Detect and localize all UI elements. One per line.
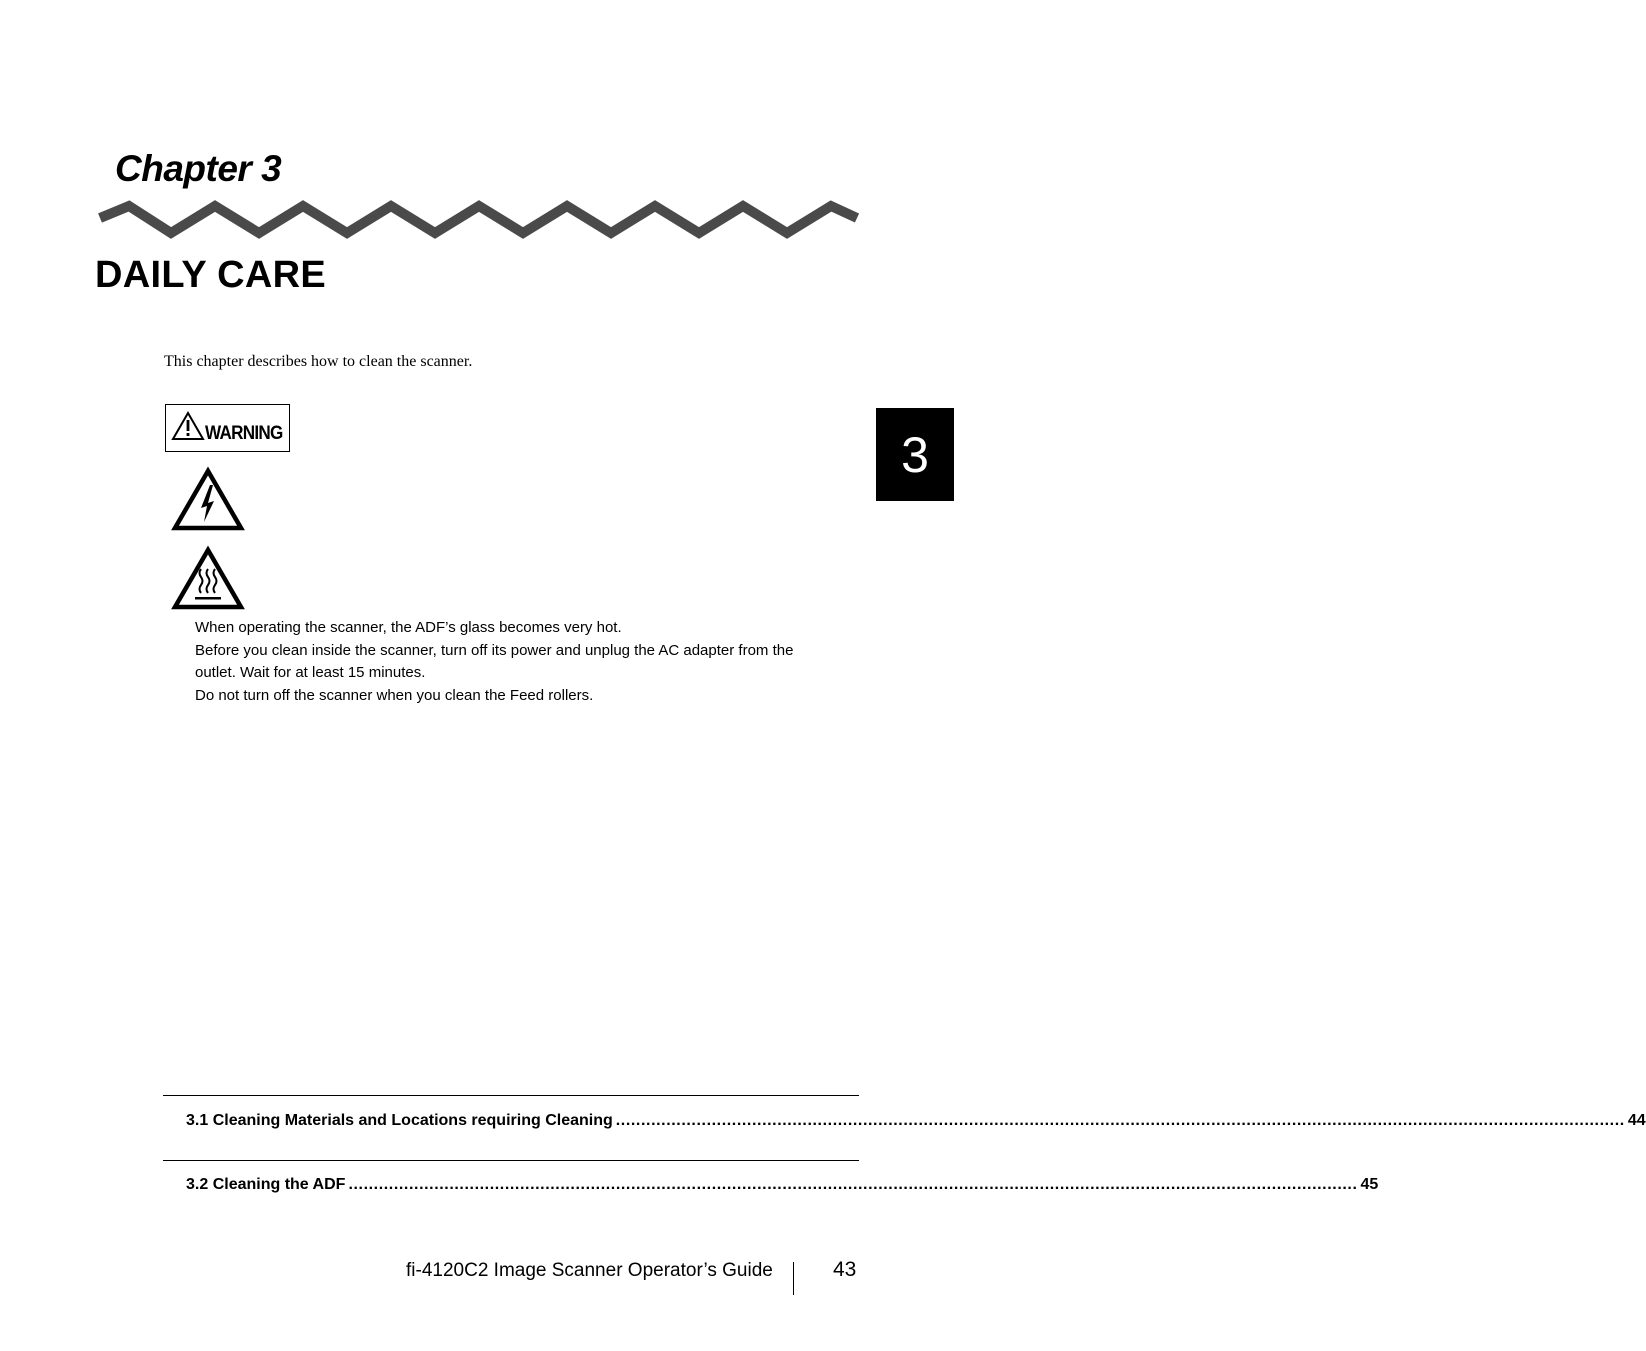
warning-label: WARNING: [205, 423, 283, 444]
warning-triangle-icon: [171, 411, 205, 441]
warning-line: outlet. Wait for at least 15 minutes.: [195, 664, 426, 681]
footer-guide-title: fi-4120C2 Image Scanner Operator’s Guide: [406, 1260, 773, 1281]
warning-text: [195, 617, 855, 707]
chapter-label: Chapter 3: [115, 148, 282, 189]
chapter-title: DAILY CARE: [95, 254, 327, 296]
footer-separator: [793, 1262, 794, 1295]
hot-surface-icon: [172, 547, 244, 611]
toc-divider: [163, 1160, 859, 1161]
toc-leader-dots: ........................................................................................................................................................................................................: [348, 1176, 1358, 1193]
intro-text: This chapter describes how to clean the scanner.: [164, 353, 473, 370]
toc-entry-title: 3.2 Cleaning the ADF: [186, 1176, 346, 1193]
warning-line: Do not turn off the scanner when you clean the Feed rollers.: [195, 686, 594, 704]
chapter-tab: 3: [876, 408, 954, 501]
toc-entry-page: 44: [1627, 1112, 1646, 1129]
page-number: 43: [833, 1258, 857, 1281]
zigzag-divider: [96, 198, 860, 242]
electric-shock-icon: [172, 468, 244, 532]
warning-label-box: [165, 404, 290, 452]
toc-divider: [163, 1095, 859, 1096]
warning-line: Before you clean inside the scanner, turn off its power and unplug the AC adapter from the: [195, 641, 794, 659]
toc-entry[interactable]: [186, 1176, 1379, 1194]
toc-entry-title: 3.1 Cleaning Materials and Locations requiring Cleaning: [186, 1112, 613, 1129]
toc-entry[interactable]: [186, 1112, 1646, 1130]
toc-leader-dots: ........................................................................................................................................................................................................: [615, 1112, 1625, 1129]
warning-line: When operating the scanner, the ADF’s glass becomes very hot.: [195, 619, 622, 636]
toc-entry-page: 45: [1360, 1176, 1379, 1193]
